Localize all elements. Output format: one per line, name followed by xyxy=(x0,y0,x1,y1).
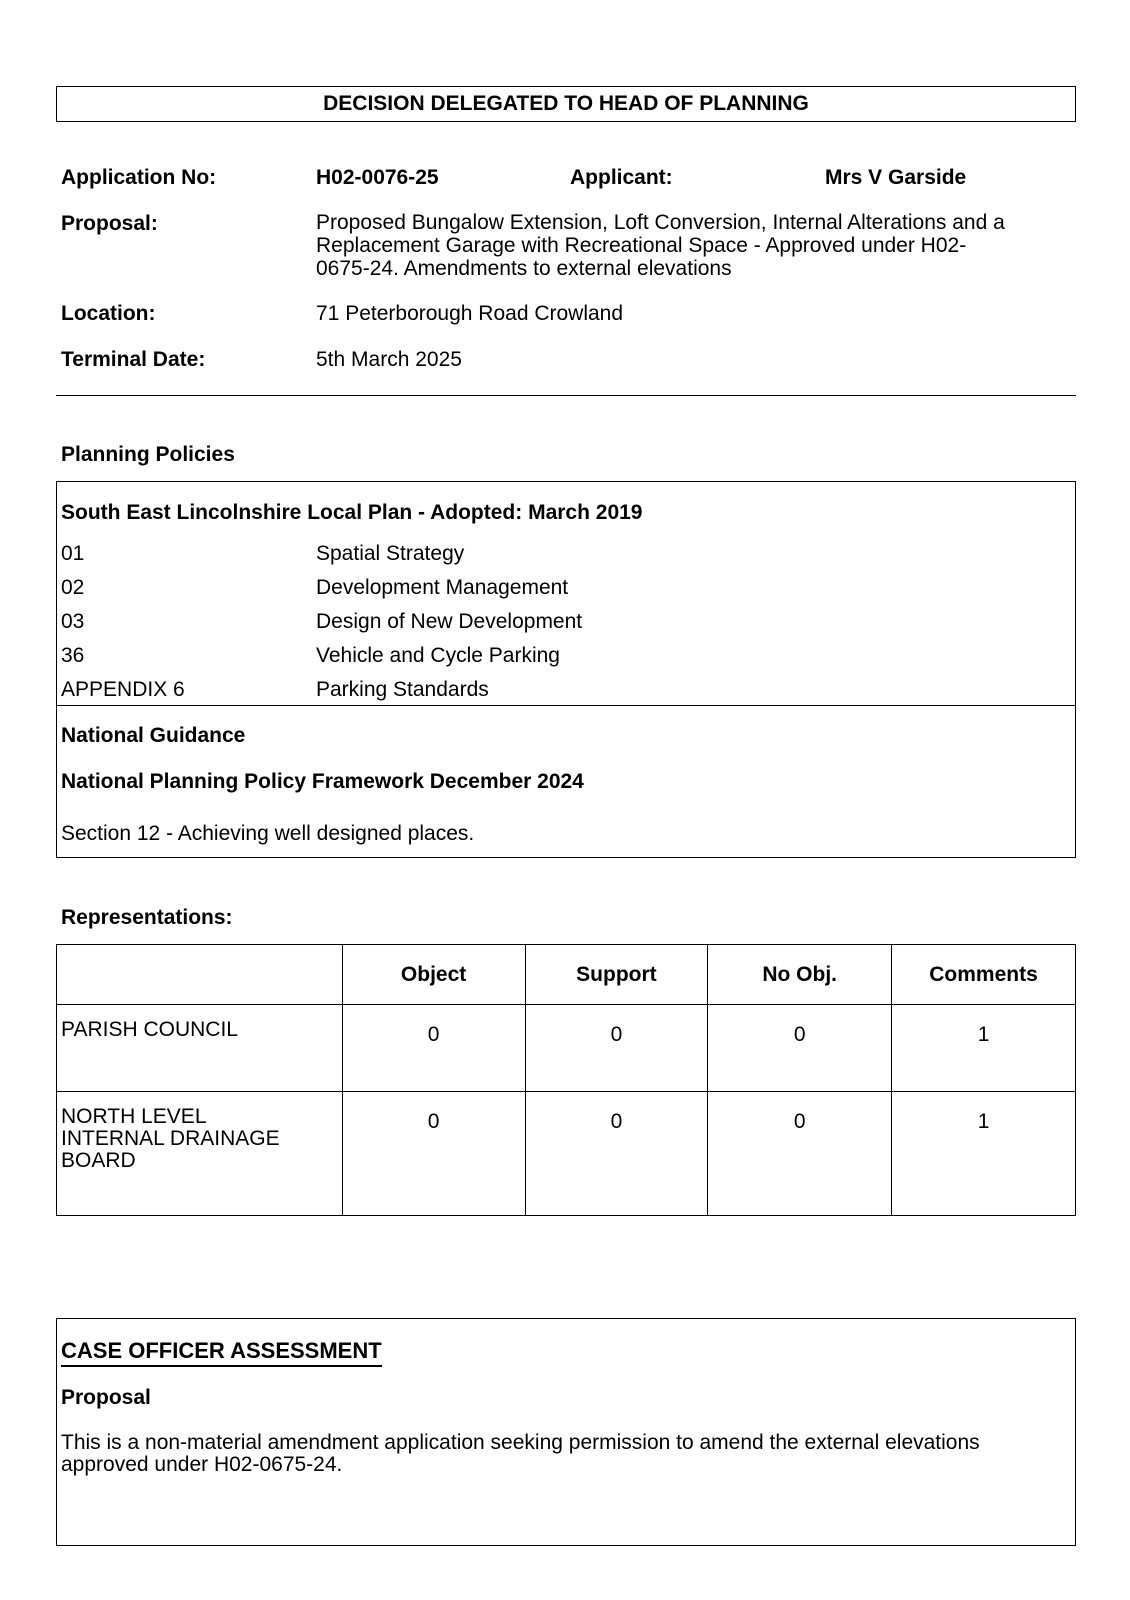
policy-name: Development Management xyxy=(316,576,569,599)
table-header-row xyxy=(57,945,1076,1005)
column-header-no-obj: No Obj. xyxy=(708,945,892,1005)
comments-count: 1 xyxy=(892,1092,1076,1216)
assessment-body-line: approved under H02-0675-24. xyxy=(61,1453,343,1476)
no-obj-count: 0 xyxy=(708,1005,892,1092)
policy-name: Vehicle and Cycle Parking xyxy=(316,644,560,667)
proposal-line: Proposed Bungalow Extension, Loft Conversion, Internal Alterations and a xyxy=(316,211,1005,234)
proposal-line: Replacement Garage with Recreational Space - Approved under H02- xyxy=(316,234,967,257)
column-header-support: Support xyxy=(525,945,708,1005)
proposal-line: 0675-24. Amendments to external elevations xyxy=(316,257,732,280)
assessment-body-line: This is a non-material amendment application seeking permission to amend the external elevations xyxy=(61,1431,980,1454)
policy-name: Parking Standards xyxy=(316,678,489,701)
representations-heading: Representations: xyxy=(61,906,233,929)
policy-code: 36 xyxy=(61,644,85,667)
consultee-name xyxy=(57,1005,343,1092)
column-header-comments: Comments xyxy=(892,945,1076,1005)
policy-code: 03 xyxy=(61,610,85,633)
policy-code: 01 xyxy=(61,542,85,565)
object-count: 0 xyxy=(342,1092,525,1216)
application-no-value: H02-0076-25 xyxy=(316,166,439,189)
consultee-name-line: NORTH LEVEL xyxy=(61,1105,207,1128)
policy-code: 02 xyxy=(61,576,85,599)
national-guidance-heading: National Guidance xyxy=(61,724,246,747)
policy-name: Design of New Development xyxy=(316,610,583,633)
terminal-date-label: Terminal Date: xyxy=(61,348,206,371)
proposal-label: Proposal: xyxy=(61,212,158,235)
applicant-value: Mrs V Garside xyxy=(825,166,967,189)
terminal-date-value: 5th March 2025 xyxy=(316,348,462,371)
representations-table xyxy=(56,944,1076,1216)
assessment-title: CASE OFFICER ASSESSMENT xyxy=(61,1338,382,1367)
policy-divider xyxy=(56,705,1076,706)
location-value: 71 Peterborough Road Crowland xyxy=(316,302,624,325)
assessment-body xyxy=(61,1432,1071,1476)
local-plan-title: South East Lincolnshire Local Plan - Adopted: March 2019 xyxy=(61,501,643,524)
support-count: 0 xyxy=(525,1005,708,1092)
consultee-name-line: BOARD xyxy=(61,1149,136,1172)
column-header xyxy=(57,945,343,1005)
consultee-name-line: PARISH COUNCIL xyxy=(61,1018,238,1041)
consultee-name xyxy=(57,1092,343,1216)
nppf-section: Section 12 - Achieving well designed places. xyxy=(61,822,475,845)
column-header-object: Object xyxy=(342,945,525,1005)
planning-policies-box xyxy=(56,481,1076,858)
planning-policies-heading: Planning Policies xyxy=(61,443,235,466)
policy-code: APPENDIX 6 xyxy=(61,678,185,701)
table-row xyxy=(57,1092,1076,1216)
consultee-name-line: INTERNAL DRAINAGE xyxy=(61,1127,280,1150)
object-count: 0 xyxy=(342,1005,525,1092)
application-no-label: Application No: xyxy=(61,166,217,189)
table-row xyxy=(57,1005,1076,1092)
policy-name: Spatial Strategy xyxy=(316,542,465,565)
location-label: Location: xyxy=(61,302,156,325)
assessment-subheading: Proposal xyxy=(61,1386,151,1409)
support-count: 0 xyxy=(525,1092,708,1216)
section-divider xyxy=(56,395,1076,396)
proposal-text xyxy=(316,211,1076,280)
comments-count: 1 xyxy=(892,1005,1076,1092)
document-title: DECISION DELEGATED TO HEAD OF PLANNING xyxy=(56,86,1076,122)
applicant-label: Applicant: xyxy=(570,166,673,189)
no-obj-count: 0 xyxy=(708,1092,892,1216)
nppf-title: National Planning Policy Framework December 2024 xyxy=(61,770,584,793)
